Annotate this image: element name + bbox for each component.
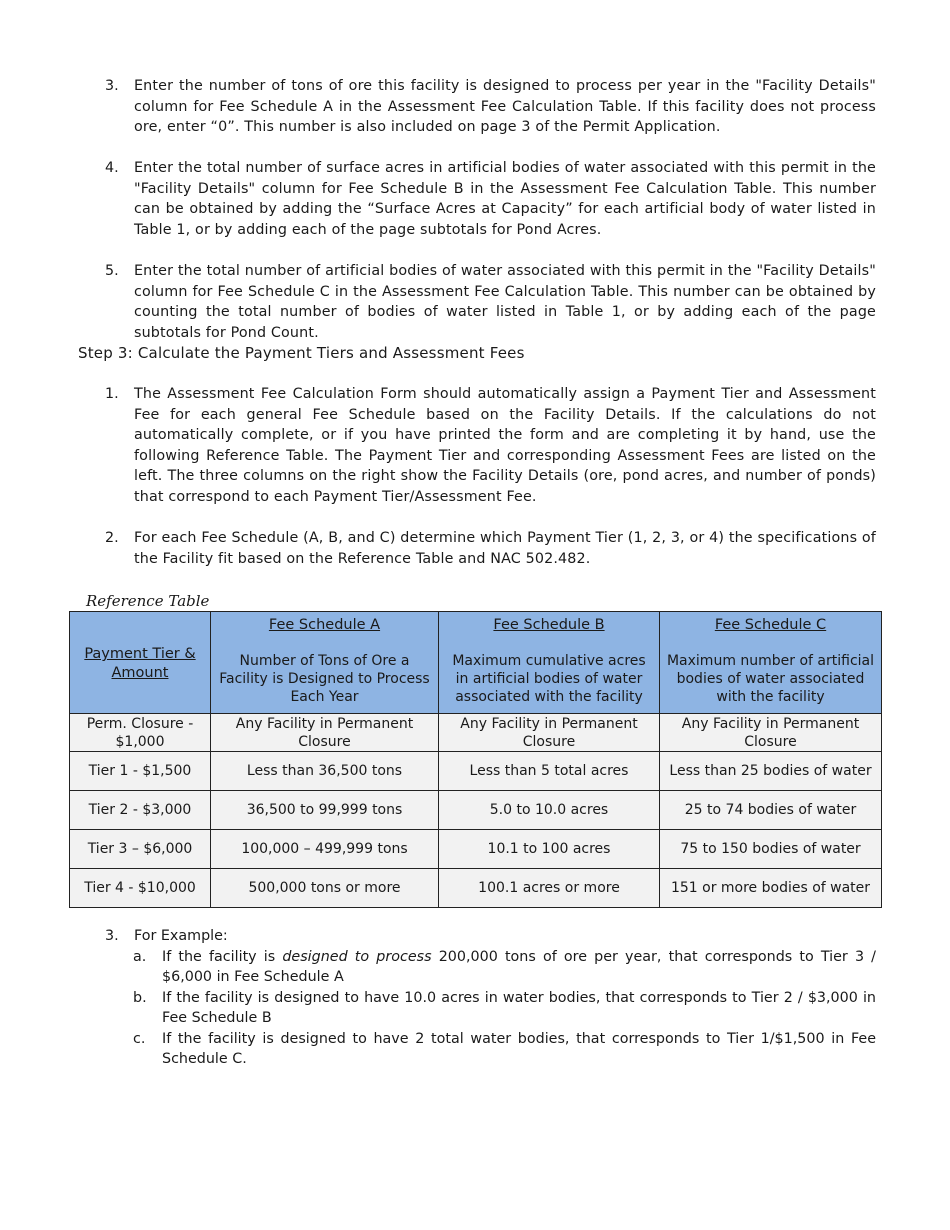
table-header-row [70,612,882,714]
step-3-heading: Step 3: Calculate the Payment Tiers and Assessment Fees [78,344,525,362]
table-cell: Perm. Closure - $1,000 [70,714,211,752]
item-text: Enter the total number of artificial bodies of water associated with this permit in the "Facility Details" column for Fee Schedule C in the Assessment Fee Calculation Table. This number can be obtained by counting the total number of bodies of water listed in Table 1, or by adding each of the page subtotals for Pond Count. [134,263,876,341]
item-number: 3. [105,928,119,944]
example-sub-item-c [133,1029,876,1070]
table-row [70,714,882,752]
sub-item-text-end: 200,000 tons of ore per year, that corresponds to Tier 3 / $6,000 in Fee Schedule A [162,948,876,985]
table-cell: Tier 3 – $6,000 [70,830,211,869]
item-number: 1. [105,386,119,402]
table-cell: Any Facility in Permanent Closure [439,714,660,752]
instruction-item-4 [105,158,876,240]
table-cell: 75 to 150 bodies of water [660,830,882,869]
table-row [70,791,882,830]
fee-schedule-a-title: Fee Schedule A [268,617,381,633]
table-row [70,752,882,791]
sub-item-text: If the facility is designed to have 10.0 acres in water bodies, that corresponds to Tier 2 / $3,000 in Fee Schedule B [162,989,876,1026]
example-sub-item-b [133,988,876,1029]
item-text: Enter the number of tons of ore this facility is designed to process per year in the "Facility Details" column for Fee Schedule A in the Assessment Fee Calculation Table. If this facility does not process ore, enter “0”. This number is also included on page 3 of the Permit Application. [134,78,876,135]
reference-table [69,611,882,908]
instruction-item-3 [105,76,876,138]
instruction-item-5 [105,261,876,343]
example-sub-item-a [133,947,876,988]
table-cell: Less than 5 total acres [439,752,660,791]
fee-schedule-a-description: Number of Tons of Ore a Facility is Designed to Process Each Year [219,653,430,705]
fee-schedule-b-header [439,612,660,714]
example-lead: For Example: [134,928,228,944]
table-row [70,830,882,869]
fee-schedule-b-description: Maximum cumulative acres in artificial bodies of water associated with the facility [452,653,646,705]
sub-item-text-start: If the facility is [162,948,283,965]
table-cell: 36,500 to 99,999 tons [211,791,439,830]
fee-schedule-c-title: Fee Schedule C [714,617,827,633]
payment-tier-header-label: Payment Tier & Amount [84,646,196,681]
table-cell: Any Facility in Permanent Closure [660,714,882,752]
item-number: 5. [105,263,119,279]
table-cell: 100,000 – 499,999 tons [211,830,439,869]
fee-schedule-c-description: Maximum number of artificial bodies of water associated with the facility [666,653,875,705]
table-cell: Tier 1 - $1,500 [70,752,211,791]
item-text: For each Fee Schedule (A, B, and C) determine which Payment Tier (1, 2, 3, or 4) the specifications of the Facility fit based on the Reference Table and NAC 502.482. [134,530,876,567]
table-cell: 100.1 acres or more [439,869,660,908]
table-cell: Less than 36,500 tons [211,752,439,791]
item-number: 2. [105,530,119,546]
fee-schedule-c-header [660,612,882,714]
step-3-item-2 [105,528,876,569]
table-cell: 500,000 tons or more [211,869,439,908]
table-cell: 5.0 to 10.0 acres [439,791,660,830]
table-cell: 25 to 74 bodies of water [660,791,882,830]
item-number: 3. [105,78,119,94]
table-cell: Tier 4 - $10,000 [70,869,211,908]
table-cell: 151 or more bodies of water [660,869,882,908]
fee-schedule-a-header [211,612,439,714]
sub-item-text: If the facility is designed to have 2 total water bodies, that corresponds to Tier 1/$1,500 in Fee Schedule C. [162,1030,876,1067]
fee-schedule-b-title: Fee Schedule B [493,617,605,633]
sub-item-letter: a. [133,948,147,965]
example-item [105,926,876,1070]
table-cell: Any Facility in Permanent Closure [211,714,439,752]
table-cell: Tier 2 - $3,000 [70,791,211,830]
sub-item-letter: c. [133,1030,146,1047]
table-cell: 10.1 to 100 acres [439,830,660,869]
sub-item-letter: b. [133,989,147,1006]
sub-item-emphasis: designed to process [282,948,432,965]
step-3-item-1 [105,384,876,507]
table-row [70,869,882,908]
payment-tier-header [70,612,211,714]
item-text: The Assessment Fee Calculation Form should automatically assign a Payment Tier and Assessment Fee for each general Fee Schedule based on the Facility Details. If the calculations do not automatically complete, or if you have printed the form and are completing it by hand, use the following Reference Table. The Payment Tier and corresponding Assessment Fees are listed on the left. The three columns on the right show the Facility Details (ore, pond acres, and number of ponds) that correspond to each Payment Tier/Assessment Fee. [134,386,876,505]
item-number: 4. [105,160,119,176]
table-cell: Less than 25 bodies of water [660,752,882,791]
item-text: Enter the total number of surface acres in artificial bodies of water associated with this permit in the "Facility Details" column for Fee Schedule B in the Assessment Fee Calculation Table. This number can be obtained by adding the “Surface Acres at Capacity” for each artificial body of water listed in Table 1, or by adding each of the page subtotals for Pond Acres. [134,160,876,238]
reference-table-caption: Reference Table [86,592,210,610]
